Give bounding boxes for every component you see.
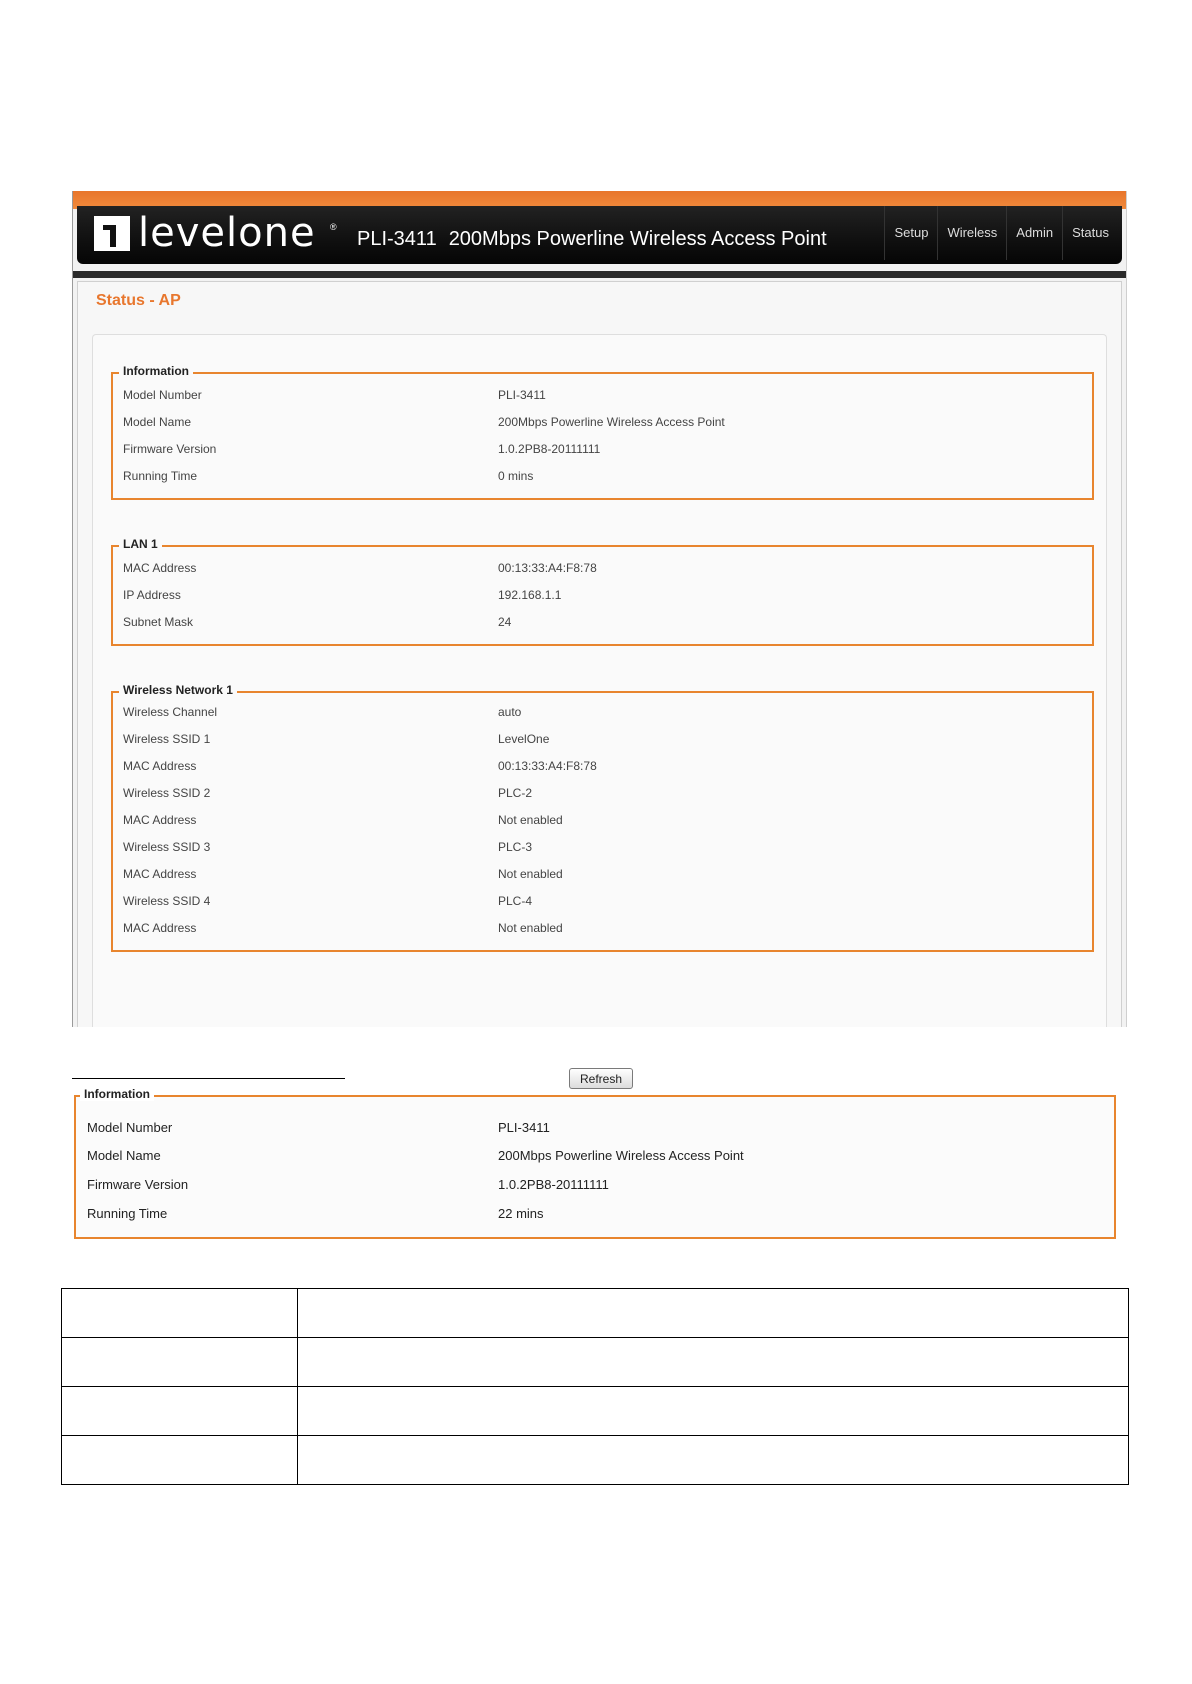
wireless-row	[123, 705, 1082, 723]
wireless-label: MAC Address	[123, 759, 197, 773]
info-value: 200Mbps Powerline Wireless Access Point	[498, 415, 725, 429]
app-header	[77, 206, 1122, 264]
info-label: Model Name	[123, 415, 192, 429]
wireless-label: Wireless Channel	[123, 705, 218, 719]
caption-underline	[72, 1078, 345, 1079]
info-label: Firmware Version	[87, 1177, 189, 1192]
info-row	[123, 388, 1082, 406]
wireless-row	[123, 759, 1082, 777]
wireless-label: Wireless SSID 3	[123, 840, 211, 854]
table-row	[62, 1387, 1129, 1436]
lan-fieldset	[111, 537, 1094, 646]
information-legend: Information	[80, 1087, 154, 1101]
lan-label: MAC Address	[123, 561, 197, 575]
wireless-row	[123, 894, 1082, 912]
wireless-label: MAC Address	[123, 921, 197, 935]
product-description: 200Mbps Powerline Wireless Access Point	[448, 228, 827, 250]
description-table	[61, 1288, 1129, 1485]
table-cell	[298, 1436, 1129, 1485]
info-value: PLI-3411	[498, 1120, 550, 1135]
main-nav	[884, 206, 1118, 260]
nav-wireless[interactable]: Wireless	[937, 206, 1006, 260]
wireless-value: PLC-2	[498, 786, 533, 800]
table-row	[62, 1338, 1129, 1387]
info-label: Running Time	[87, 1206, 168, 1221]
header-underbar	[73, 271, 1126, 278]
info-row	[123, 442, 1082, 460]
info-row	[87, 1206, 1104, 1224]
info-value: 22 mins	[498, 1206, 544, 1221]
lan-value: 192.168.1.1	[498, 588, 562, 602]
information-fieldset-detail	[74, 1087, 1116, 1239]
wireless-row	[123, 813, 1082, 831]
wireless-value: Not enabled	[498, 867, 563, 881]
wireless-value: PLC-3	[498, 840, 533, 854]
lan-value: 24	[498, 615, 512, 629]
information-legend: Information	[119, 364, 193, 378]
lan-label: Subnet Mask	[123, 615, 194, 629]
nav-setup[interactable]: Setup	[884, 206, 937, 260]
info-row	[123, 469, 1082, 487]
info-label: Running Time	[123, 469, 198, 483]
product-title	[357, 228, 827, 251]
wireless-value: LevelOne	[498, 732, 550, 746]
info-row	[87, 1148, 1104, 1166]
product-model: PLI-3411	[357, 228, 437, 250]
lan-row	[123, 615, 1082, 633]
table-cell	[62, 1338, 298, 1387]
wireless-value: auto	[498, 705, 522, 719]
table-cell	[298, 1387, 1129, 1436]
table-row	[62, 1436, 1129, 1485]
refresh-button[interactable]: Refresh	[569, 1068, 633, 1089]
wireless-row	[123, 921, 1082, 939]
wireless-value: PLC-4	[498, 894, 533, 908]
info-row	[87, 1177, 1104, 1195]
lan-value: 00:13:33:A4:F8:78	[498, 561, 597, 575]
wireless-value: Not enabled	[498, 813, 563, 827]
table-cell	[298, 1289, 1129, 1338]
wireless-fieldset	[111, 683, 1094, 952]
info-label: Firmware Version	[123, 442, 217, 456]
wireless-label: Wireless SSID 4	[123, 894, 211, 908]
wireless-label: MAC Address	[123, 867, 197, 881]
brand-logo-text: levelone	[138, 210, 316, 256]
wireless-label: MAC Address	[123, 813, 197, 827]
wireless-value: 00:13:33:A4:F8:78	[498, 759, 597, 773]
table-cell	[298, 1338, 1129, 1387]
wireless-row	[123, 786, 1082, 804]
info-row	[87, 1120, 1104, 1138]
lan-legend: LAN 1	[119, 537, 162, 551]
info-value: 200Mbps Powerline Wireless Access Point	[498, 1148, 744, 1163]
table-cell	[62, 1436, 298, 1485]
info-value: 1.0.2PB8-20111111	[498, 1177, 609, 1192]
wireless-label: Wireless SSID 1	[123, 732, 211, 746]
main-content	[77, 281, 1122, 1086]
wireless-label: Wireless SSID 2	[123, 786, 211, 800]
info-label: Model Number	[87, 1120, 173, 1135]
info-value: PLI-3411	[498, 388, 546, 402]
info-value: 1.0.2PB8-20111111	[498, 442, 601, 456]
table-cell	[62, 1387, 298, 1436]
lan-row	[123, 588, 1082, 606]
lan-label: IP Address	[123, 588, 181, 602]
info-label: Model Number	[123, 388, 202, 402]
wireless-value: Not enabled	[498, 921, 563, 935]
levelone-logo-icon	[94, 216, 130, 251]
info-row	[123, 415, 1082, 433]
wireless-row	[123, 840, 1082, 858]
registered-mark: ®	[330, 222, 337, 232]
wireless-row	[123, 867, 1082, 885]
page-title: Status - AP	[96, 292, 181, 309]
router-status-screenshot	[72, 191, 1127, 1086]
nav-admin[interactable]: Admin	[1006, 206, 1062, 260]
nav-status[interactable]: Status	[1062, 206, 1118, 260]
info-value: 0 mins	[498, 469, 534, 483]
table-row	[62, 1289, 1129, 1338]
wireless-legend: Wireless Network 1	[119, 683, 237, 697]
info-label: Model Name	[87, 1148, 161, 1163]
wireless-row	[123, 732, 1082, 750]
table-cell	[62, 1289, 298, 1338]
lan-row	[123, 561, 1082, 579]
information-fieldset	[111, 364, 1094, 500]
